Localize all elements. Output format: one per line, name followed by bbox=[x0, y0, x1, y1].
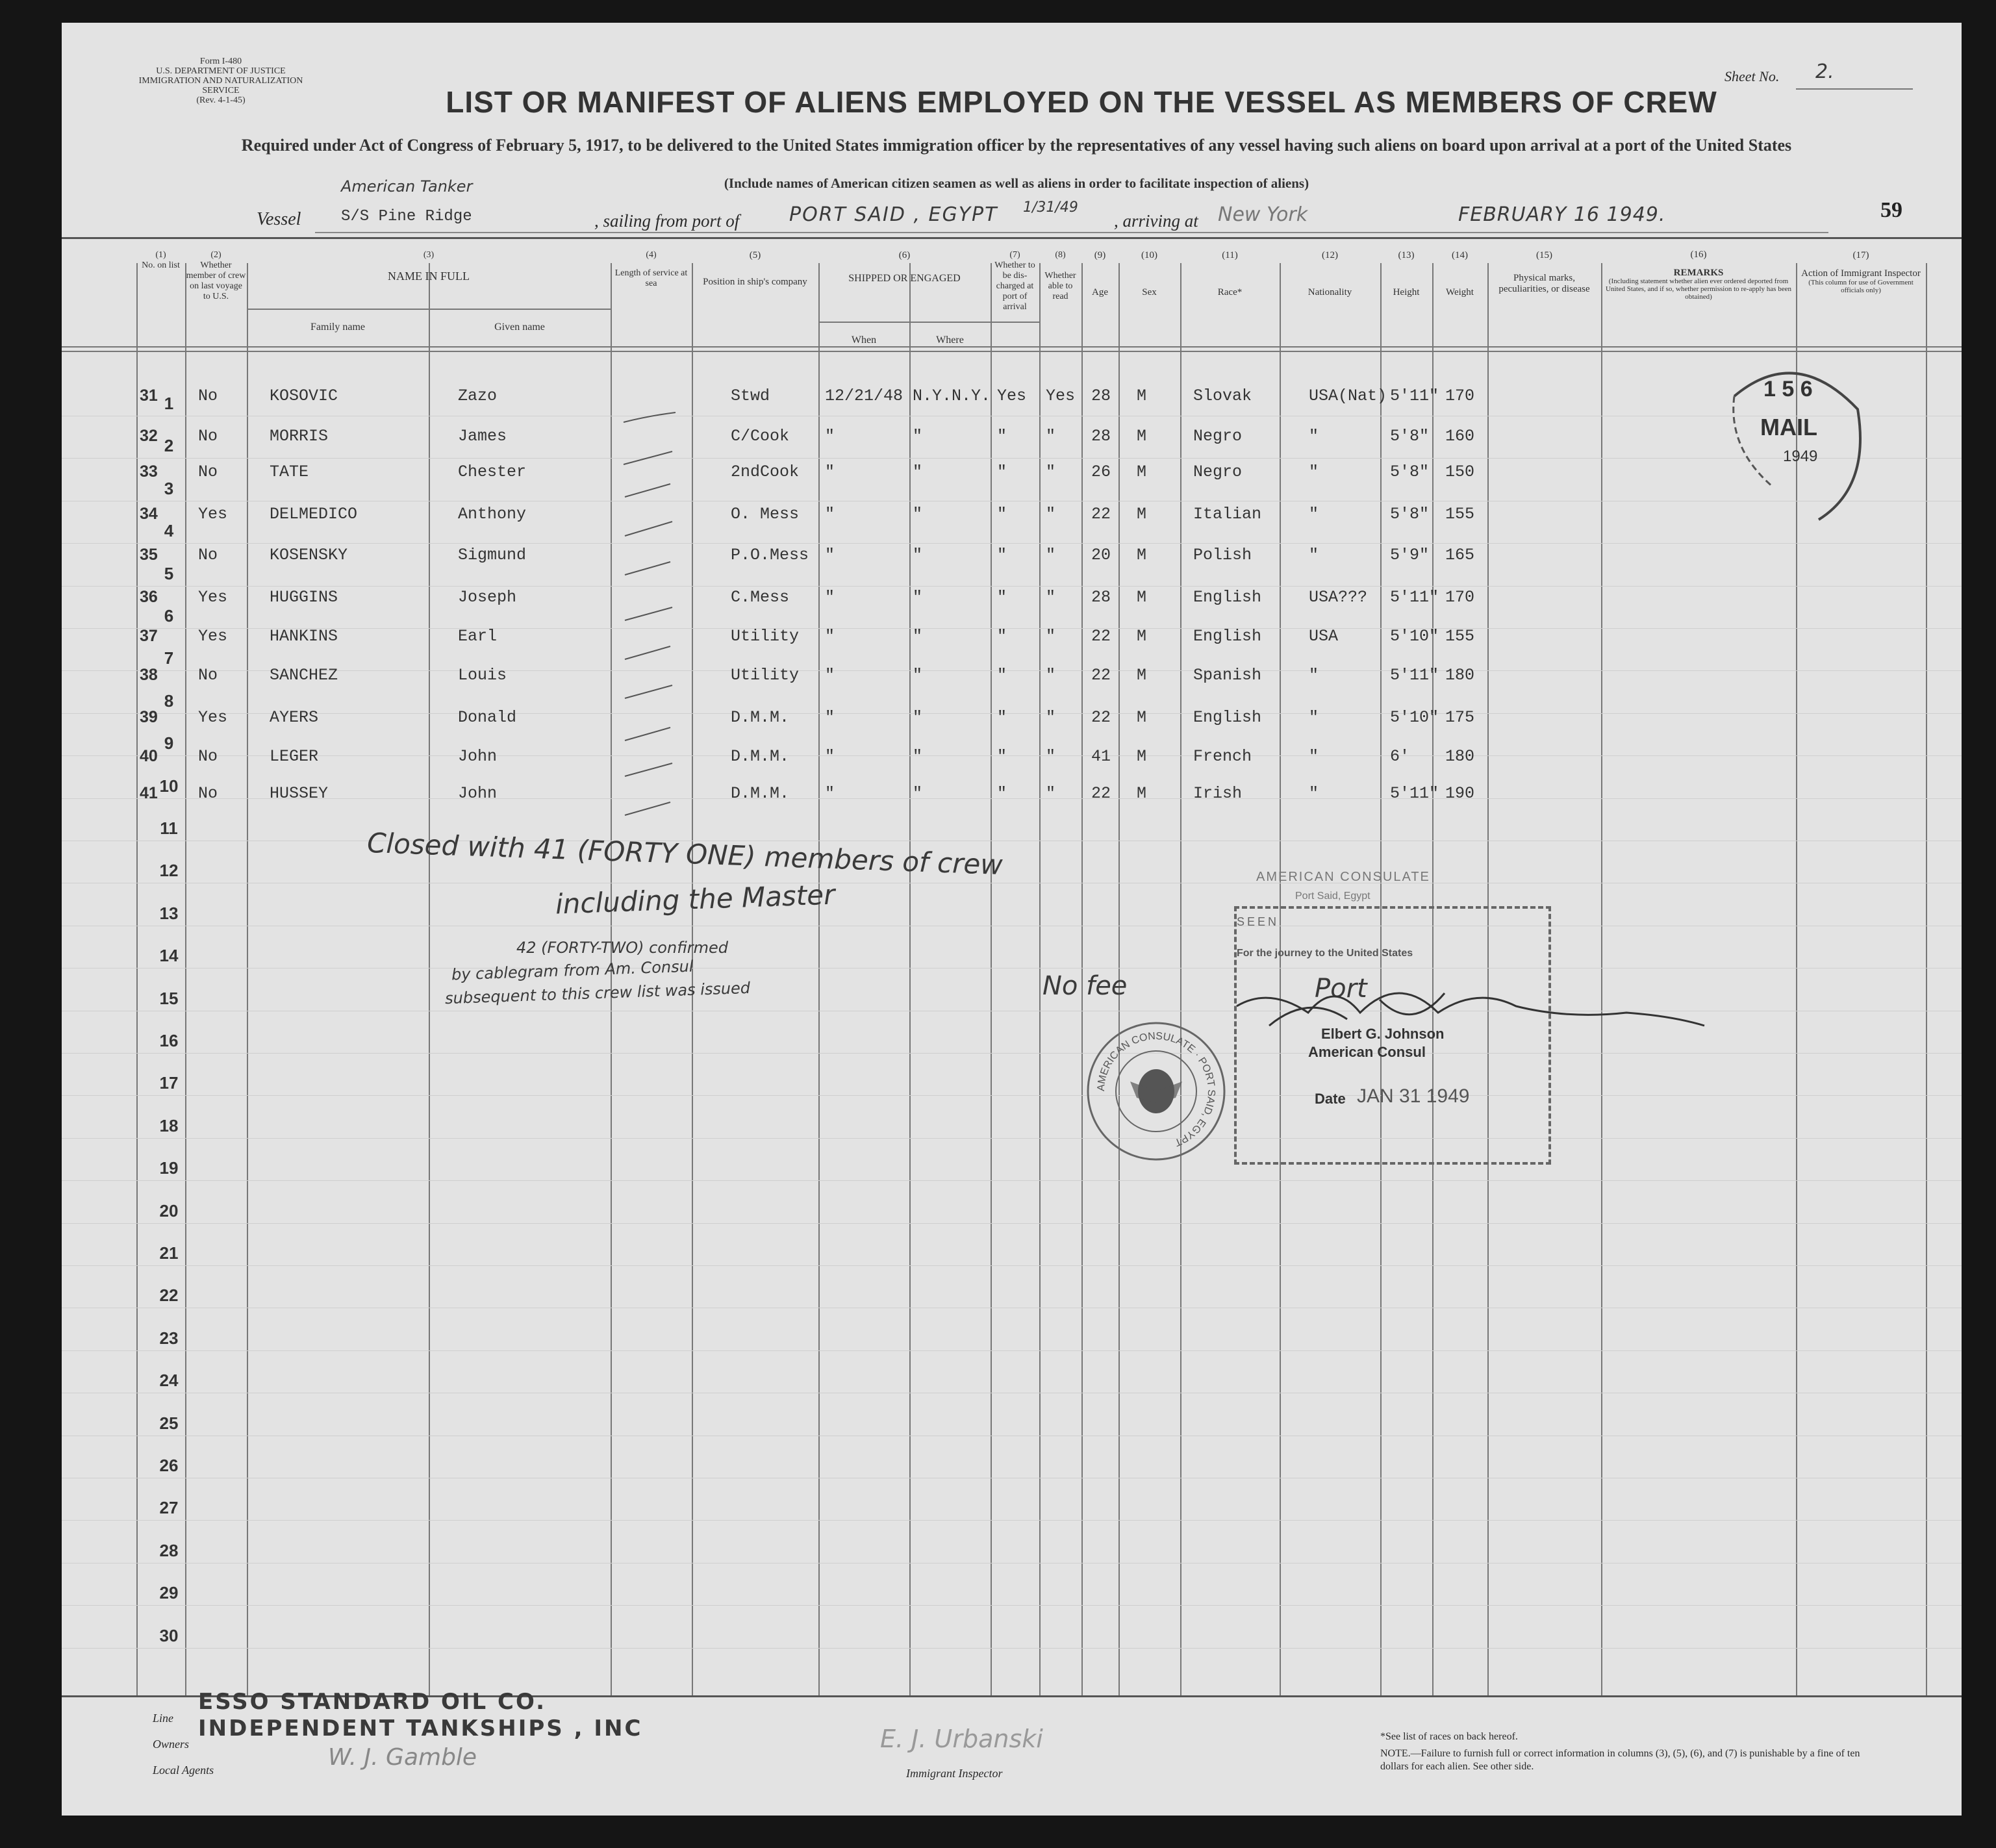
sex-cell: M bbox=[1137, 666, 1147, 685]
nationality-cell: " bbox=[1309, 505, 1319, 524]
weight-cell: 165 bbox=[1445, 546, 1475, 564]
table-row bbox=[62, 505, 1962, 544]
shipped-where-cell: " bbox=[913, 666, 923, 685]
given-name-cell: Louis bbox=[458, 666, 507, 685]
family-name-cell: TATE bbox=[270, 462, 309, 481]
able-to-read-cell: Yes bbox=[1046, 386, 1076, 405]
printed-row-number: 14 bbox=[159, 946, 179, 966]
col-header-given: Given name bbox=[494, 322, 545, 333]
table-row bbox=[62, 666, 1962, 705]
footer-line-label: Line bbox=[153, 1712, 174, 1725]
printed-row-number: 2 bbox=[164, 436, 174, 456]
discharged-cell: " bbox=[997, 627, 1007, 646]
svg-text:1 5 6: 1 5 6 bbox=[1763, 377, 1813, 401]
discharged-cell: " bbox=[997, 588, 1007, 607]
nationality-cell: " bbox=[1309, 747, 1319, 766]
footer-agents-signature: W. J. Gamble bbox=[328, 1744, 477, 1771]
table-row bbox=[62, 627, 1962, 666]
row-number: 36 bbox=[140, 588, 158, 606]
printed-row-number: 6 bbox=[164, 606, 174, 626]
footer-agents-label: Local Agents bbox=[153, 1764, 214, 1777]
nationality-cell: " bbox=[1309, 784, 1319, 803]
consul-stamp-line1: AMERICAN CONSULATE bbox=[1256, 870, 1430, 884]
weight-cell: 150 bbox=[1445, 462, 1475, 481]
shipped-where-cell: " bbox=[913, 546, 923, 564]
consul-stamp-line4: For the journey to the United States bbox=[1237, 948, 1413, 959]
given-name-cell: Earl bbox=[458, 627, 498, 646]
family-name-cell: LEGER bbox=[270, 747, 319, 766]
family-name-cell: KOSENSKY bbox=[270, 546, 348, 564]
age-cell: 28 bbox=[1091, 386, 1111, 405]
age-cell: 22 bbox=[1091, 505, 1111, 524]
row-number: 33 bbox=[140, 462, 158, 481]
printed-row-number: 21 bbox=[159, 1243, 179, 1263]
able-to-read-cell: " bbox=[1046, 708, 1056, 727]
shipped-when-cell: " bbox=[825, 708, 835, 727]
given-name-cell: John bbox=[458, 784, 498, 803]
nationality-cell: USA??? bbox=[1309, 588, 1368, 607]
row-gridline bbox=[62, 1180, 1962, 1181]
height-cell: 5'11" bbox=[1390, 386, 1439, 405]
closing-note-line-2: including the Master bbox=[555, 878, 836, 920]
height-cell: 5'10" bbox=[1390, 627, 1439, 646]
family-name-cell: SANCHEZ bbox=[270, 666, 338, 685]
weight-cell: 155 bbox=[1445, 627, 1475, 646]
footer-line-value: ESSO STANDARD OIL CO. bbox=[198, 1689, 547, 1715]
race-cell: Slovak bbox=[1193, 386, 1252, 405]
printed-row-number: 13 bbox=[159, 903, 179, 923]
svg-text:1949: 1949 bbox=[1783, 448, 1818, 465]
race-cell: French bbox=[1193, 747, 1252, 766]
age-cell: 22 bbox=[1091, 666, 1111, 685]
col-header-13: (13) Height bbox=[1393, 250, 1420, 297]
inspector-signature: E. J. Urbanski bbox=[880, 1725, 1043, 1753]
last-voyage-cell: Yes bbox=[198, 627, 228, 646]
given-name-cell: Chester bbox=[458, 462, 527, 481]
discharged-cell: " bbox=[997, 666, 1007, 685]
shipped-where-cell: " bbox=[913, 747, 923, 766]
cable-note-line-2: by cablegram from Am. Consul bbox=[451, 957, 694, 984]
col-header-6: (6) SHIPPED OR ENGAGED bbox=[848, 250, 961, 284]
race-cell: English bbox=[1193, 627, 1262, 646]
sheet-number: 2. bbox=[1815, 60, 1834, 83]
height-cell: 6' bbox=[1390, 747, 1410, 766]
shipped-where-cell: " bbox=[913, 784, 923, 803]
col-header-16: (16) REMARKS (Including statement whether alien ever ordered deported from United States, and if so, whether permission to re-apply has been obtained) bbox=[1606, 249, 1791, 301]
shipped-where-cell: " bbox=[913, 505, 923, 524]
sex-cell: M bbox=[1137, 546, 1147, 564]
family-name-cell: HUGGINS bbox=[270, 588, 338, 607]
consul-signature bbox=[1230, 967, 1711, 1058]
weight-cell: 180 bbox=[1445, 666, 1475, 685]
printed-row-number: 22 bbox=[159, 1285, 179, 1306]
race-cell: English bbox=[1193, 588, 1262, 607]
position-cell: Utility bbox=[731, 666, 800, 685]
age-cell: 28 bbox=[1091, 588, 1111, 607]
row-number: 34 bbox=[140, 505, 158, 523]
col-header-9: (9) Age bbox=[1092, 250, 1108, 297]
sheet-underline bbox=[1796, 88, 1913, 90]
shipped-when-cell: " bbox=[825, 505, 835, 524]
discharged-cell: " bbox=[997, 427, 1007, 446]
manifest-sheet bbox=[62, 23, 1962, 1816]
consul-stamp bbox=[1234, 870, 1551, 1165]
form-dept: U.S. DEPARTMENT OF JUSTICE bbox=[156, 66, 286, 76]
shipped-when-cell: 12/21/48 bbox=[825, 386, 903, 405]
vessel-name: S/S Pine Ridge bbox=[341, 208, 472, 225]
position-cell: C/Cook bbox=[731, 427, 790, 446]
height-cell: 5'10" bbox=[1390, 708, 1439, 727]
col-header-8: (8) Whether able to read bbox=[1044, 250, 1076, 301]
position-cell: D.M.M. bbox=[731, 747, 790, 766]
form-id-block bbox=[133, 57, 309, 105]
race-cell: Negro bbox=[1193, 462, 1243, 481]
last-voyage-cell: Yes bbox=[198, 708, 228, 727]
last-voyage-cell: No bbox=[198, 386, 218, 405]
shipped-when-cell: " bbox=[825, 666, 835, 685]
position-cell: P.O.Mess bbox=[731, 546, 809, 564]
nationality-cell: " bbox=[1309, 666, 1319, 685]
age-cell: 20 bbox=[1091, 546, 1111, 564]
row-gridline bbox=[62, 1520, 1962, 1521]
col-header-7: (7) Whether to be dis-charged at port of arrival bbox=[994, 250, 1035, 312]
given-name-cell: Zazo bbox=[458, 386, 498, 405]
sex-cell: M bbox=[1137, 462, 1147, 481]
sex-cell: M bbox=[1137, 427, 1147, 446]
row-number: 32 bbox=[140, 427, 158, 445]
height-cell: 5'11" bbox=[1390, 784, 1439, 803]
race-cell: Irish bbox=[1193, 784, 1243, 803]
race-cell: Spanish bbox=[1193, 666, 1262, 685]
row-number: 35 bbox=[140, 546, 158, 564]
height-cell: 5'8" bbox=[1390, 427, 1430, 446]
printed-row-number: 26 bbox=[159, 1456, 179, 1475]
able-to-read-cell: " bbox=[1046, 784, 1056, 803]
position-cell: D.M.M. bbox=[731, 708, 790, 727]
table-row bbox=[62, 386, 1962, 425]
col-header-3: (3) NAME IN FULL bbox=[388, 250, 470, 283]
consul-stamp-title: American Consul bbox=[1308, 1044, 1426, 1060]
discharged-cell: " bbox=[997, 784, 1007, 803]
header-bottom-line bbox=[62, 346, 1962, 348]
position-cell: Utility bbox=[731, 627, 800, 646]
vessel-type-handwritten: American Tanker bbox=[341, 177, 473, 196]
shipped-when-cell: " bbox=[825, 784, 835, 803]
printed-row-number: 11 bbox=[160, 818, 178, 838]
last-voyage-cell: Yes bbox=[198, 588, 228, 607]
port-of-departure: PORT SAID , EGYPT bbox=[789, 203, 998, 226]
shipped-when-cell: " bbox=[825, 462, 835, 481]
table-row bbox=[62, 784, 1962, 823]
arriving-label: , arriving at bbox=[1114, 211, 1198, 231]
shipped-where-cell: N.Y.N.Y. bbox=[913, 386, 991, 405]
last-voyage-cell: No bbox=[198, 784, 218, 803]
inspector-label: Immigrant Inspector bbox=[906, 1767, 1003, 1780]
discharged-cell: " bbox=[997, 505, 1007, 524]
shipped-when-cell: " bbox=[825, 427, 835, 446]
shipped-when-cell: " bbox=[825, 588, 835, 607]
printed-row-number: 8 bbox=[164, 690, 174, 711]
shipped-where-cell: " bbox=[913, 427, 923, 446]
given-name-cell: Donald bbox=[458, 708, 517, 727]
race-cell: Italian bbox=[1193, 505, 1262, 524]
printed-row-number: 5 bbox=[164, 563, 174, 583]
col-header-where: Where bbox=[936, 335, 964, 346]
nationality-cell: " bbox=[1309, 546, 1319, 564]
weight-cell: 175 bbox=[1445, 708, 1475, 727]
cable-note-line-1: 42 (FORTY-TWO) confirmed bbox=[516, 939, 728, 957]
weight-cell: 180 bbox=[1445, 747, 1475, 766]
shipped-when-cell: " bbox=[825, 747, 835, 766]
consular-seal bbox=[1085, 1020, 1228, 1163]
printed-row-number: 17 bbox=[159, 1073, 179, 1093]
last-voyage-cell: No bbox=[198, 666, 218, 685]
col-header-5: (5) Position in ship's company bbox=[703, 250, 807, 287]
position-cell: Stwd bbox=[731, 386, 770, 405]
svg-text:MAIL: MAIL bbox=[1760, 414, 1817, 440]
discharged-cell: Yes bbox=[997, 386, 1027, 405]
shipped-when-cell: " bbox=[825, 627, 835, 646]
discharged-cell: " bbox=[997, 747, 1007, 766]
no-fee-note: No fee bbox=[1042, 971, 1128, 1001]
family-name-cell: HUSSEY bbox=[270, 784, 329, 803]
able-to-read-cell: " bbox=[1046, 462, 1056, 481]
table-row bbox=[62, 462, 1962, 501]
printed-row-number: 24 bbox=[159, 1371, 179, 1391]
given-name-cell: John bbox=[458, 747, 498, 766]
svg-text:AMERICAN CONSULATE · PORT SAID: AMERICAN CONSULATE · PORT SAID, EGYPT bbox=[1095, 1030, 1217, 1148]
able-to-read-cell: " bbox=[1046, 588, 1056, 607]
form-service: IMMIGRATION AND NATURALIZATION SERVICE bbox=[138, 76, 303, 95]
height-cell: 5'8" bbox=[1390, 462, 1430, 481]
printed-row-number: 28 bbox=[159, 1540, 179, 1560]
col-header-14: (14) Weight bbox=[1446, 250, 1474, 297]
form-number: Form I-480 bbox=[199, 57, 242, 66]
row-gridline bbox=[62, 1095, 1962, 1096]
arrival-date: FEBRUARY 16 1949. bbox=[1458, 203, 1666, 226]
vessel-underline bbox=[315, 232, 1828, 233]
printed-row-number: 9 bbox=[164, 733, 174, 753]
row-gridline bbox=[62, 1223, 1962, 1224]
shipped-where-cell: " bbox=[913, 462, 923, 481]
consul-stamp-date-label: Date bbox=[1315, 1091, 1346, 1107]
printed-row-number: 30 bbox=[159, 1625, 179, 1645]
col-header-17: (17) Action of Immigrant Inspector (This column for use of Government officials only) bbox=[1801, 250, 1921, 294]
row-gridline bbox=[62, 1605, 1962, 1606]
last-voyage-cell: No bbox=[198, 747, 218, 766]
footer-owners-label: Owners bbox=[153, 1738, 190, 1751]
able-to-read-cell: " bbox=[1046, 666, 1056, 685]
row-gridline bbox=[62, 586, 1962, 587]
sex-cell: M bbox=[1137, 747, 1147, 766]
form-subtitle: Required under Act of Congress of February 5, 1917, to be delivered to the United States immigration officer by the representatives of any vessel having such aliens on board upon arrival at a port of the United States bbox=[241, 136, 1792, 155]
page-number: 59 bbox=[1880, 198, 1902, 222]
weight-cell: 190 bbox=[1445, 784, 1475, 803]
col-header-1: (1) No. on list bbox=[142, 250, 180, 270]
shipped-where-cell: " bbox=[913, 588, 923, 607]
race-cell: Negro bbox=[1193, 427, 1243, 446]
col-header-10: (10) Sex bbox=[1141, 250, 1157, 297]
sex-cell: M bbox=[1137, 386, 1147, 405]
printed-row-number: 20 bbox=[159, 1200, 179, 1221]
row-gridline bbox=[62, 1138, 1962, 1139]
family-name-cell: AYERS bbox=[270, 708, 319, 727]
sex-cell: M bbox=[1137, 708, 1147, 727]
family-name-cell: MORRIS bbox=[270, 427, 329, 446]
printed-row-number: 18 bbox=[159, 1115, 179, 1135]
row-gridline bbox=[62, 1350, 1962, 1351]
closing-note-line-1: Closed with 41 (FORTY ONE) members of crew bbox=[366, 826, 1004, 881]
sex-cell: M bbox=[1137, 588, 1147, 607]
discharged-cell: " bbox=[997, 462, 1007, 481]
port-date: 1/31/49 bbox=[1023, 199, 1078, 216]
col-header-12: (12) Nationality bbox=[1308, 250, 1352, 297]
sex-cell: M bbox=[1137, 627, 1147, 646]
shipped-when-cell: " bbox=[825, 546, 835, 564]
races-footnote: *See list of races on back hereof. bbox=[1380, 1731, 1518, 1742]
table-row bbox=[62, 427, 1962, 466]
row-gridline bbox=[62, 1265, 1962, 1266]
arriving-port: New York bbox=[1218, 203, 1308, 226]
printed-row-number: 27 bbox=[159, 1498, 179, 1518]
last-voyage-cell: No bbox=[198, 546, 218, 564]
form-subnote: (Include names of American citizen seamen as well as aliens in order to facilitate inspection of aliens) bbox=[724, 175, 1309, 191]
given-name-cell: Sigmund bbox=[458, 546, 527, 564]
weight-cell: 170 bbox=[1445, 386, 1475, 405]
consul-stamp-name: Elbert G. Johnson bbox=[1321, 1026, 1445, 1042]
row-gridline bbox=[62, 1648, 1962, 1649]
mail-postmark bbox=[1721, 357, 1871, 533]
age-cell: 26 bbox=[1091, 462, 1111, 481]
printed-row-number: 3 bbox=[164, 478, 174, 498]
printed-row-number: 15 bbox=[159, 988, 179, 1008]
col-header-15: (15) Physical marks, peculiarities, or disease bbox=[1498, 250, 1590, 294]
weight-cell: 170 bbox=[1445, 588, 1475, 607]
given-name-cell: Anthony bbox=[458, 505, 527, 524]
race-cell: Polish bbox=[1193, 546, 1252, 564]
nationality-cell: " bbox=[1309, 427, 1319, 446]
position-cell: 2ndCook bbox=[731, 462, 800, 481]
last-voyage-cell: Yes bbox=[198, 505, 228, 524]
row-number: 37 bbox=[140, 627, 158, 645]
printed-row-number: 25 bbox=[159, 1413, 179, 1433]
sailing-label: , sailing from port of bbox=[594, 211, 740, 231]
row-number: 40 bbox=[140, 747, 158, 765]
nationality-cell: USA bbox=[1309, 627, 1339, 646]
table-row bbox=[62, 588, 1962, 627]
col-header-when: When bbox=[851, 335, 877, 346]
nationality-cell: " bbox=[1309, 708, 1319, 727]
age-cell: 41 bbox=[1091, 747, 1111, 766]
shipped-subheader-line bbox=[818, 322, 1039, 323]
printed-row-number: 12 bbox=[159, 861, 179, 881]
printed-row-number: 29 bbox=[159, 1583, 179, 1603]
col-header-family: Family name bbox=[310, 322, 365, 333]
col-header-4: (4) Length of service at sea bbox=[614, 250, 688, 288]
shipped-where-cell: " bbox=[913, 708, 923, 727]
consul-stamp-port: Port bbox=[1315, 974, 1367, 1004]
printed-row-number: 19 bbox=[159, 1158, 179, 1178]
table-top-border bbox=[62, 237, 1962, 239]
consul-stamp-date: JAN 31 1949 bbox=[1357, 1085, 1470, 1107]
able-to-read-cell: " bbox=[1046, 505, 1056, 524]
nationality-cell: USA(Nat) bbox=[1309, 386, 1387, 405]
shipped-where-cell: " bbox=[913, 627, 923, 646]
weight-cell: 155 bbox=[1445, 505, 1475, 524]
consul-stamp-line2: Port Said, Egypt bbox=[1295, 891, 1371, 902]
able-to-read-cell: " bbox=[1046, 546, 1056, 564]
discharged-cell: " bbox=[997, 546, 1007, 564]
table-row bbox=[62, 708, 1962, 747]
given-name-cell: Joseph bbox=[458, 588, 517, 607]
vessel-label: Vessel bbox=[257, 209, 301, 229]
race-cell: English bbox=[1193, 708, 1262, 727]
age-cell: 28 bbox=[1091, 427, 1111, 446]
given-name-cell: James bbox=[458, 427, 507, 446]
printed-row-number: 10 bbox=[159, 776, 179, 796]
cable-note-line-3: subsequent to this crew list was issued bbox=[444, 978, 751, 1008]
table-row bbox=[62, 546, 1962, 585]
position-cell: C.Mess bbox=[731, 588, 790, 607]
family-name-cell: HANKINS bbox=[270, 627, 338, 646]
position-cell: O. Mess bbox=[731, 505, 800, 524]
able-to-read-cell: " bbox=[1046, 427, 1056, 446]
footer-owners-value: INDEPENDENT TANKSHIPS , INC bbox=[198, 1715, 643, 1741]
height-cell: 5'11" bbox=[1390, 666, 1439, 685]
printed-row-number: 4 bbox=[164, 521, 174, 541]
printed-row-number: 1 bbox=[164, 394, 174, 413]
row-number: 38 bbox=[140, 666, 158, 684]
printed-row-number: 23 bbox=[159, 1328, 179, 1348]
family-name-cell: KOSOVIC bbox=[270, 386, 338, 405]
family-name-cell: DELMEDICO bbox=[270, 505, 358, 524]
header-bottom-line-2 bbox=[62, 351, 1962, 352]
sex-cell: M bbox=[1137, 505, 1147, 524]
able-to-read-cell: " bbox=[1046, 627, 1056, 646]
position-cell: D.M.M. bbox=[731, 784, 790, 803]
last-voyage-cell: No bbox=[198, 462, 218, 481]
discharged-cell: " bbox=[997, 708, 1007, 727]
col-header-2: (2) Whether member of crew on last voyage to U.S. bbox=[186, 250, 246, 301]
form-rev: (Rev. 4-1-45) bbox=[196, 95, 246, 105]
length-of-service-marks bbox=[611, 386, 692, 841]
age-cell: 22 bbox=[1091, 784, 1111, 803]
printed-row-number: 16 bbox=[159, 1031, 179, 1050]
consul-stamp-line3: SEEN bbox=[1237, 915, 1280, 928]
penalty-note: NOTE.—Failure to furnish full or correct information in columns (3), (5), (6), and (7) is punishable by a fine of ten dollars for each alien. See other side. bbox=[1380, 1748, 1860, 1772]
form-title: LIST OR MANIFEST OF ALIENS EMPLOYED ON THE VESSEL AS MEMBERS OF CREW bbox=[446, 85, 1717, 119]
sheet-label: Sheet No. bbox=[1724, 68, 1780, 84]
row-number: 31 bbox=[140, 386, 158, 405]
height-cell: 5'11" bbox=[1390, 588, 1439, 607]
weight-cell: 160 bbox=[1445, 427, 1475, 446]
sex-cell: M bbox=[1137, 784, 1147, 803]
last-voyage-cell: No bbox=[198, 427, 218, 446]
table-row bbox=[62, 747, 1962, 786]
height-cell: 5'9" bbox=[1390, 546, 1430, 564]
nationality-cell: " bbox=[1309, 462, 1319, 481]
able-to-read-cell: " bbox=[1046, 747, 1056, 766]
col-header-11: (11) Race* bbox=[1217, 250, 1243, 297]
row-number: 41 bbox=[140, 784, 158, 802]
age-cell: 22 bbox=[1091, 708, 1111, 727]
age-cell: 22 bbox=[1091, 627, 1111, 646]
printed-row-number: 7 bbox=[164, 648, 174, 668]
row-number: 39 bbox=[140, 708, 158, 726]
height-cell: 5'8" bbox=[1390, 505, 1430, 524]
